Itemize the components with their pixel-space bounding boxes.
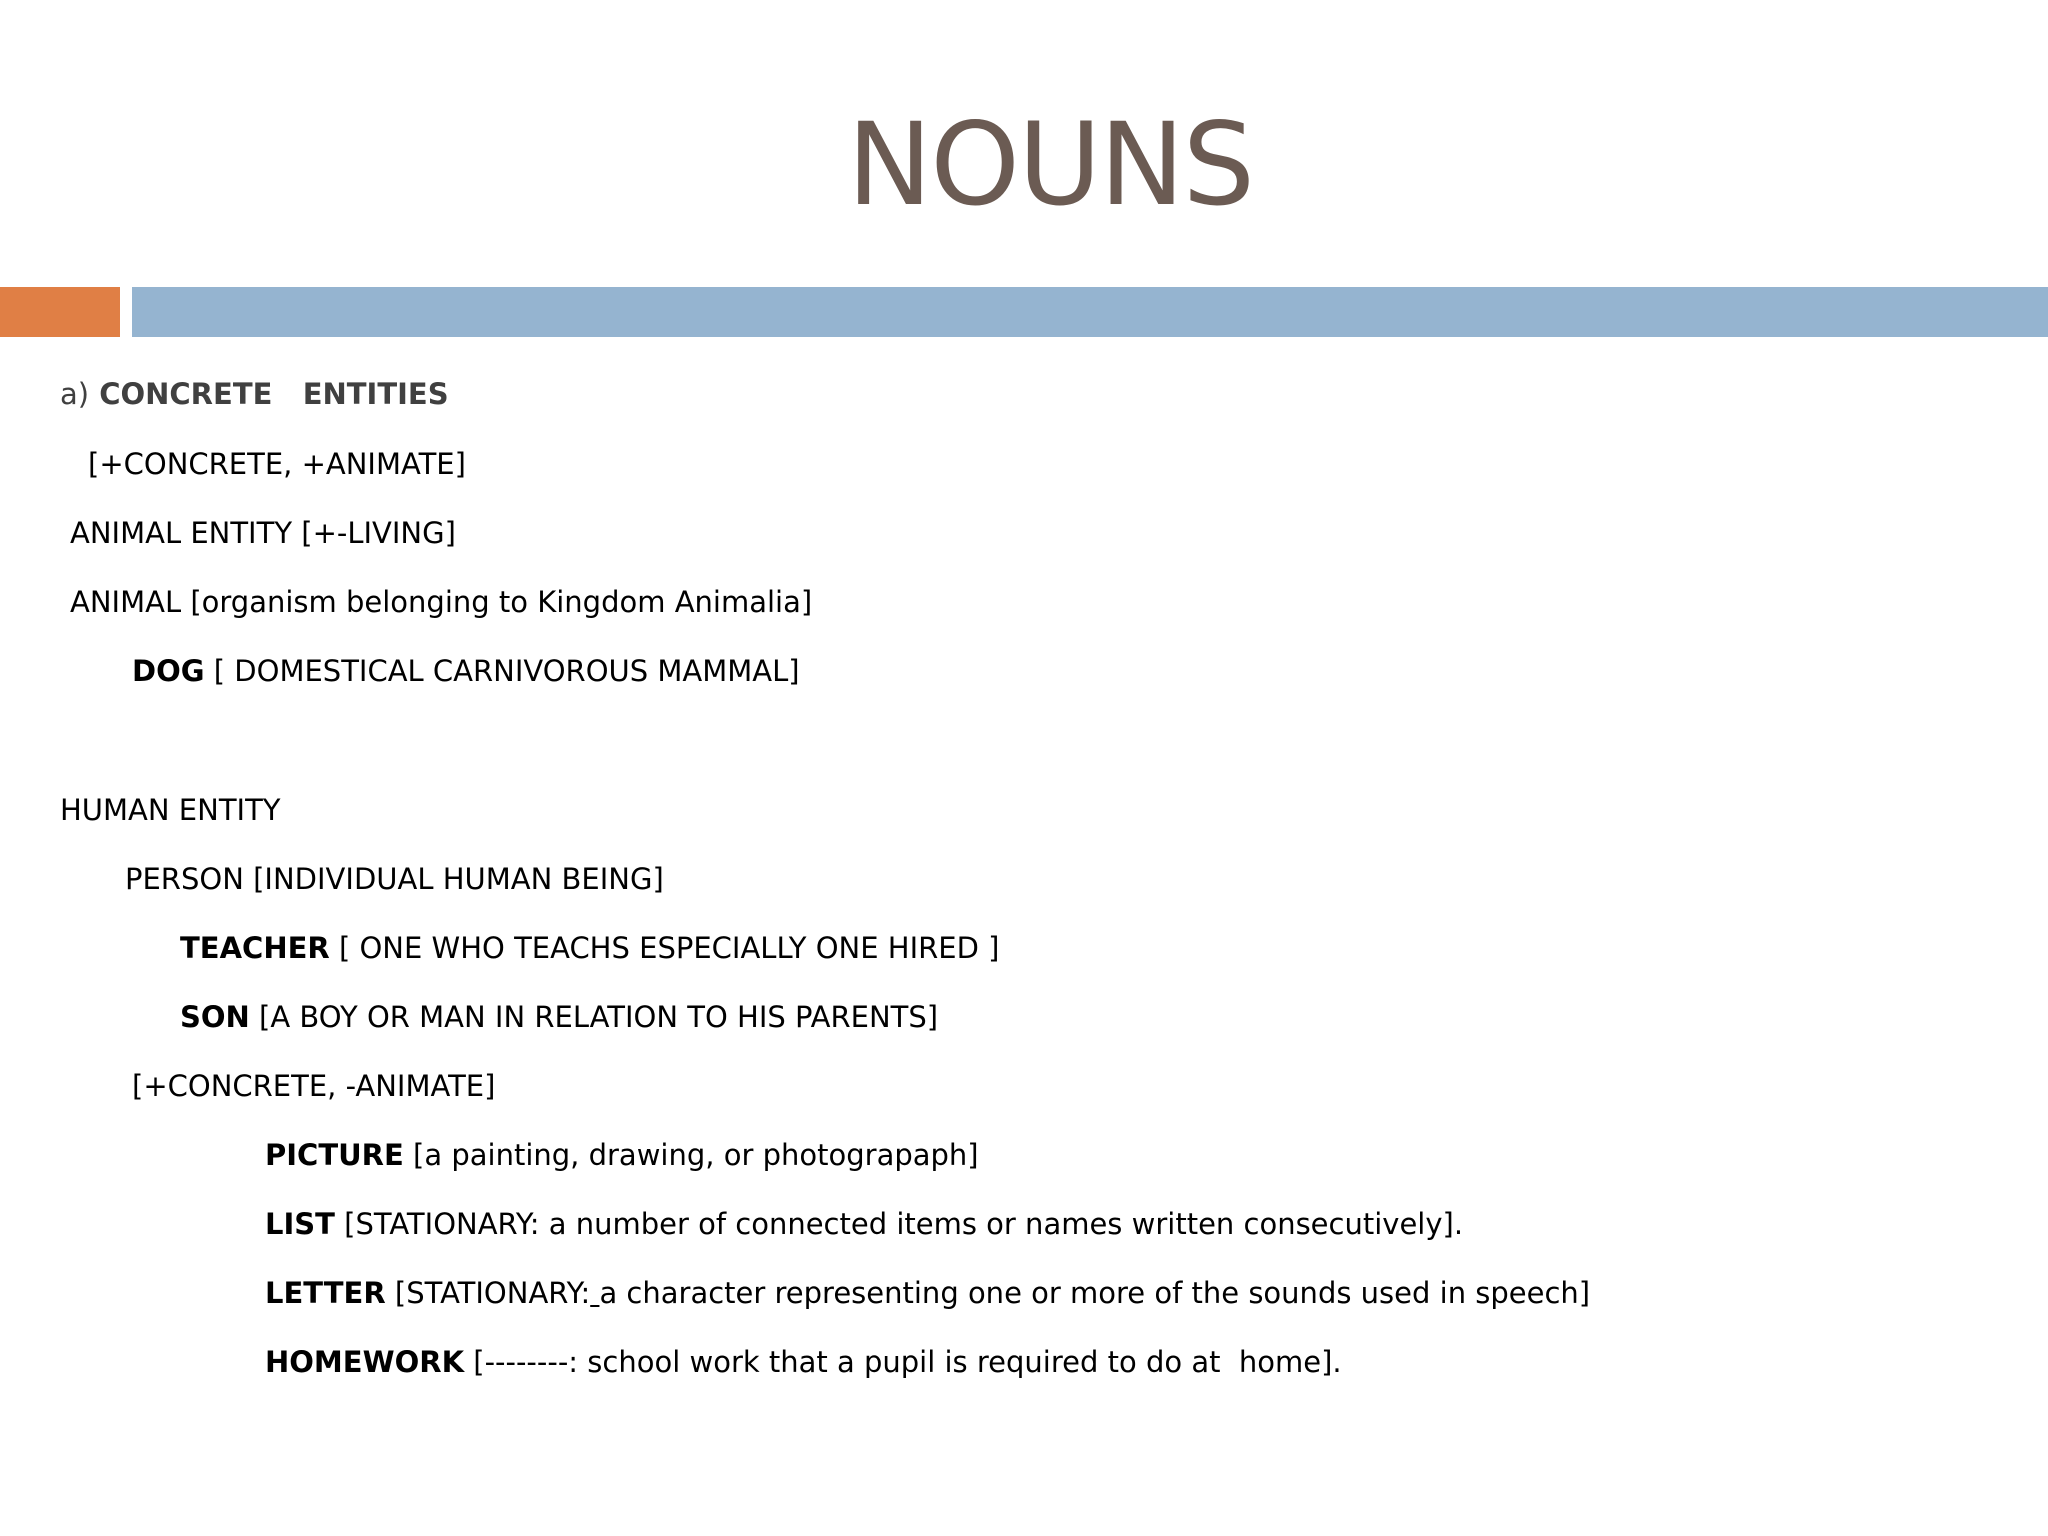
section-heading-label: a) — [60, 377, 90, 411]
section-heading-text: CONCRETE ENTITIES — [89, 377, 449, 411]
picture-term: PICTURE — [265, 1138, 404, 1172]
list-definition: [STATIONARY: a number of connected items or names written consecutively]. — [334, 1207, 1464, 1241]
list-term: LIST — [265, 1207, 335, 1241]
dog-term: DOG — [132, 654, 205, 688]
letter-definition-b: a character representing one or more of the sounds used in speech] — [599, 1276, 1591, 1310]
homework-line — [265, 1344, 1342, 1380]
son-line — [180, 999, 938, 1035]
teacher-term: TEACHER — [180, 931, 330, 965]
teacher-definition: [ ONE WHO TEACHS ESPECIALLY ONE HIRED ] — [329, 931, 1000, 965]
section-heading — [60, 376, 449, 412]
son-definition: [A BOY OR MAN IN RELATION TO HIS PARENTS] — [249, 1000, 939, 1034]
concrete-inanimate-line: [+CONCRETE, -ANIMATE] — [132, 1069, 496, 1103]
accent-bar — [0, 287, 120, 337]
son-term: SON — [180, 1000, 250, 1034]
concrete-animate-line: [+CONCRETE, +ANIMATE] — [88, 447, 466, 481]
dog-definition: [ DOMESTICAL CARNIVOROUS MAMMAL] — [204, 654, 800, 688]
human-entity-line: HUMAN ENTITY — [60, 793, 281, 827]
letter-term: LETTER — [265, 1276, 386, 1310]
homework-definition: [--------: school work that a pupil is required to do at home]. — [464, 1345, 1342, 1379]
picture-line — [265, 1137, 979, 1173]
slide-title: NOUNS — [846, 98, 1254, 231]
animal-line: ANIMAL [organism belonging to Kingdom Animalia] — [70, 585, 813, 619]
person-line: PERSON [INDIVIDUAL HUMAN BEING] — [125, 862, 664, 896]
letter-line — [265, 1275, 1590, 1311]
list-line — [265, 1206, 1463, 1242]
dog-line — [132, 653, 800, 689]
picture-definition: [a painting, drawing, or photograpaph] — [403, 1138, 979, 1172]
homework-term: HOMEWORK — [265, 1345, 465, 1379]
header-divider-bar — [132, 287, 2048, 337]
letter-definition-a: [STATIONARY: — [385, 1276, 591, 1310]
teacher-line — [180, 930, 999, 966]
animal-entity-line: ANIMAL ENTITY [+-LIVING] — [70, 516, 456, 550]
